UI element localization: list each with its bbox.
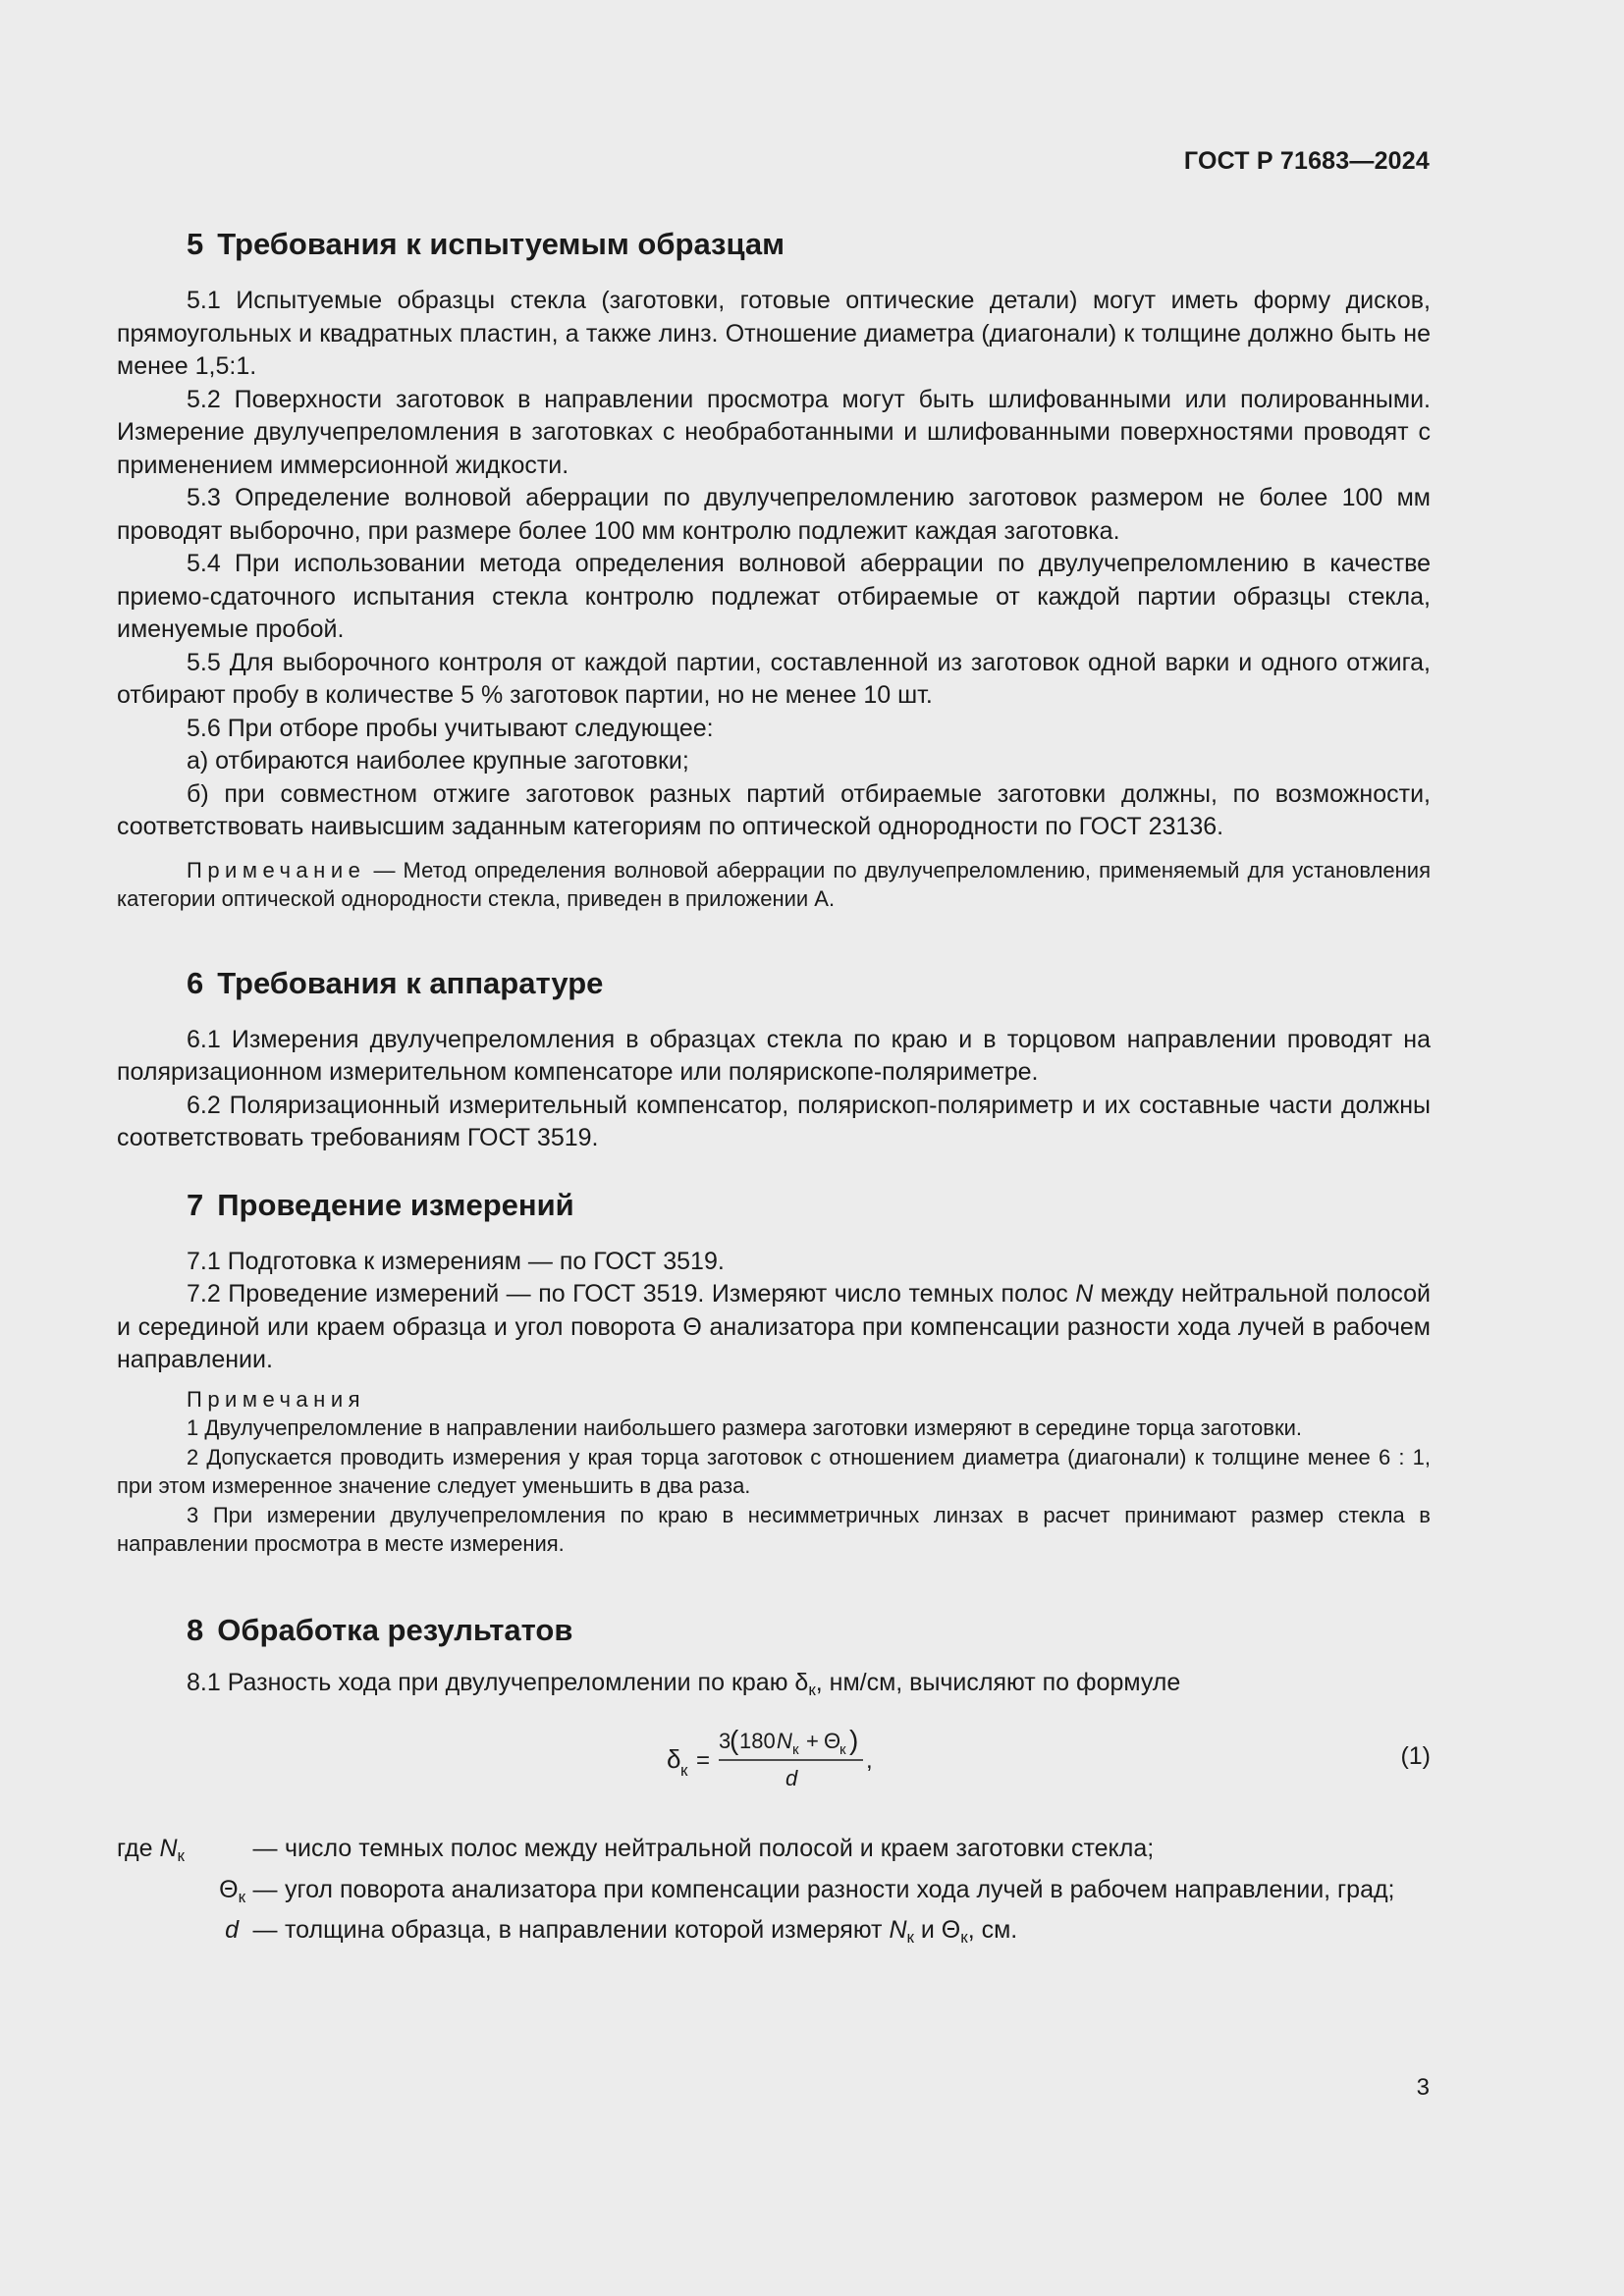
formula-lhs: δ: [667, 1744, 681, 1774]
formula-1: [117, 1719, 1431, 1807]
formula-den: d: [785, 1766, 798, 1790]
para-6-1: 6.1 Измерения двулучепреломления в образцах стекла по краю и в торцовом направлении проводят на поляризационном измерительном компенсаторе или полярископе-поляриметре.: [117, 1025, 1431, 1086]
formula-lhs-sub: к: [680, 1761, 688, 1780]
para-5-2: 5.2 Поверхности заготовок в направлении просмотра могут быть шлифованными или полированными. Измерение двулучепреломления в заготовках с необработанными и шлифованными поверхностями проводят с применением иммерсионной жидкости.: [117, 385, 1431, 479]
para-5-1: 5.1 Испытуемые образцы стекла (заготовки, готовые оптические детали) могут иметь форму дисков, прямоугольных и квадратных пластин, а также линз. Отношение диаметра (диагонали) к толщине должно быть не менее 1,5:1.: [117, 287, 1431, 380]
section-7-heading: 7 Проведение измерений: [187, 1187, 574, 1222]
formula-comma: ,: [866, 1747, 873, 1774]
para-7-2: 7.2 Проведение измерений — по ГОСТ 3519. Измеряют число темных полос N между нейтральной полосой и серединой или краем образца и угол поворота Θ анализатора при компенсации разности хода лучей в рабочем направлении.: [117, 1280, 1431, 1373]
note-7-3: 3 При измерении двулучепреломления по краю в несимметричных линзах в расчет принимают размер стекла в направлении просмотра в месте измерения.: [117, 1502, 1431, 1556]
para-6-2: 6.2 Поляризационный измерительный компенсатор, полярископ-поляриметр и их составные части должны соответствовать требованиям ГОСТ 3519.: [117, 1091, 1431, 1151]
section-8-heading: 8 Обработка результатов: [187, 1612, 573, 1647]
formula-lparen: (: [730, 1725, 739, 1755]
where-word: где: [117, 1835, 153, 1862]
formula-plus: +: [806, 1729, 819, 1753]
formula-num-sub2: к: [839, 1741, 846, 1758]
notes-7-title: Примечания: [187, 1386, 366, 1412]
note-7-1: 1 Двулучепреломление в направлении наибольшего размера заготовки измеряют в середине торца заготовки.: [187, 1415, 1302, 1440]
where-row-d: d — толщина образца, в направлении которой измеряют $N_к$ и $\Theta_к$, см.: [225, 1916, 1018, 1947]
where-row-n: где $N_к$ — число темных полос между нейтральной полосой и краем заготовки стекла;: [117, 1835, 1155, 1865]
note-5: Примечание — Метод определения волновой аберрации по двулучепреломлению, применяемый для установления категории оптической однородности стекла, приведен в приложении А.: [117, 857, 1431, 911]
section-6-heading: 6 Требования к аппаратуре: [187, 965, 604, 1000]
page-number: 3: [1416, 2074, 1430, 2101]
formula-number: (1): [1400, 1742, 1431, 1770]
para-5-6a: а) отбираются наиболее крупные заготовки;: [187, 747, 689, 774]
formula-1-expression: [667, 1719, 902, 1797]
formula-num-3: 3: [719, 1729, 731, 1753]
where-row-theta: $\Theta_к$ — угол поворота анализатора при компенсации разности хода лучей в рабочем направлении, град;: [219, 1875, 1395, 1906]
standard-code: ГОСТ Р 71683—2024: [1183, 147, 1430, 175]
para-5-3: 5.3 Определение волновой аберрации по двулучепреломлению заготовок размером не более 100 мм проводят выборочно, при размере более 100 мм контролю подлежит каждая заготовка.: [117, 484, 1431, 545]
formula-rparen: ): [849, 1725, 859, 1755]
para-5-6: 5.6 При отборе пробы учитывают следующее:: [187, 714, 714, 742]
where-list: [117, 1833, 1431, 1948]
section-5-heading: 5 Требования к испытуемым образцам: [187, 227, 785, 261]
formula-num-n: N: [777, 1729, 792, 1753]
formula-theta: Θ: [824, 1729, 841, 1753]
para-5-6b: б) при совместном отжиге заготовок разных партий отбираемые заготовки должны, по возможности, соответствовать наивысшим заданным категориям по оптической однородности по ГОСТ 23136.: [117, 779, 1431, 840]
formula-num-sub1: к: [792, 1741, 799, 1758]
formula-num-180: 180: [739, 1729, 776, 1753]
para-7-1: 7.1 Подготовка к измерениям — по ГОСТ 3519.: [187, 1247, 725, 1275]
para-8-1: 8.1 Разность хода при двулучепреломлении по краю $\delta_к$, нм/см, вычисляют по формуле: [187, 1668, 1181, 1699]
note-7-2: 2 Допускается проводить измерения у края торца заготовок с отношением диаметра (диагонали) к толщине менее 6 : 1, при этом измеренное значение следует уменьшить в два раза.: [117, 1444, 1431, 1498]
page-content: [117, 222, 1431, 1955]
formula-eq: =: [696, 1747, 711, 1774]
para-5-4: 5.4 При использовании метода определения волновой аберрации по двулучепреломлению в качестве приемо-сдаточного испытания стекла контролю подлежат отбираемые от каждой партии образцы стекла, именуемые пробой.: [117, 550, 1431, 643]
para-5-5: 5.5 Для выборочного контроля от каждой партии, составленной из заготовок одной варки и одного отжига, отбирают пробу в количестве 5 % заготовок партии, но не менее 10 шт.: [117, 648, 1431, 709]
